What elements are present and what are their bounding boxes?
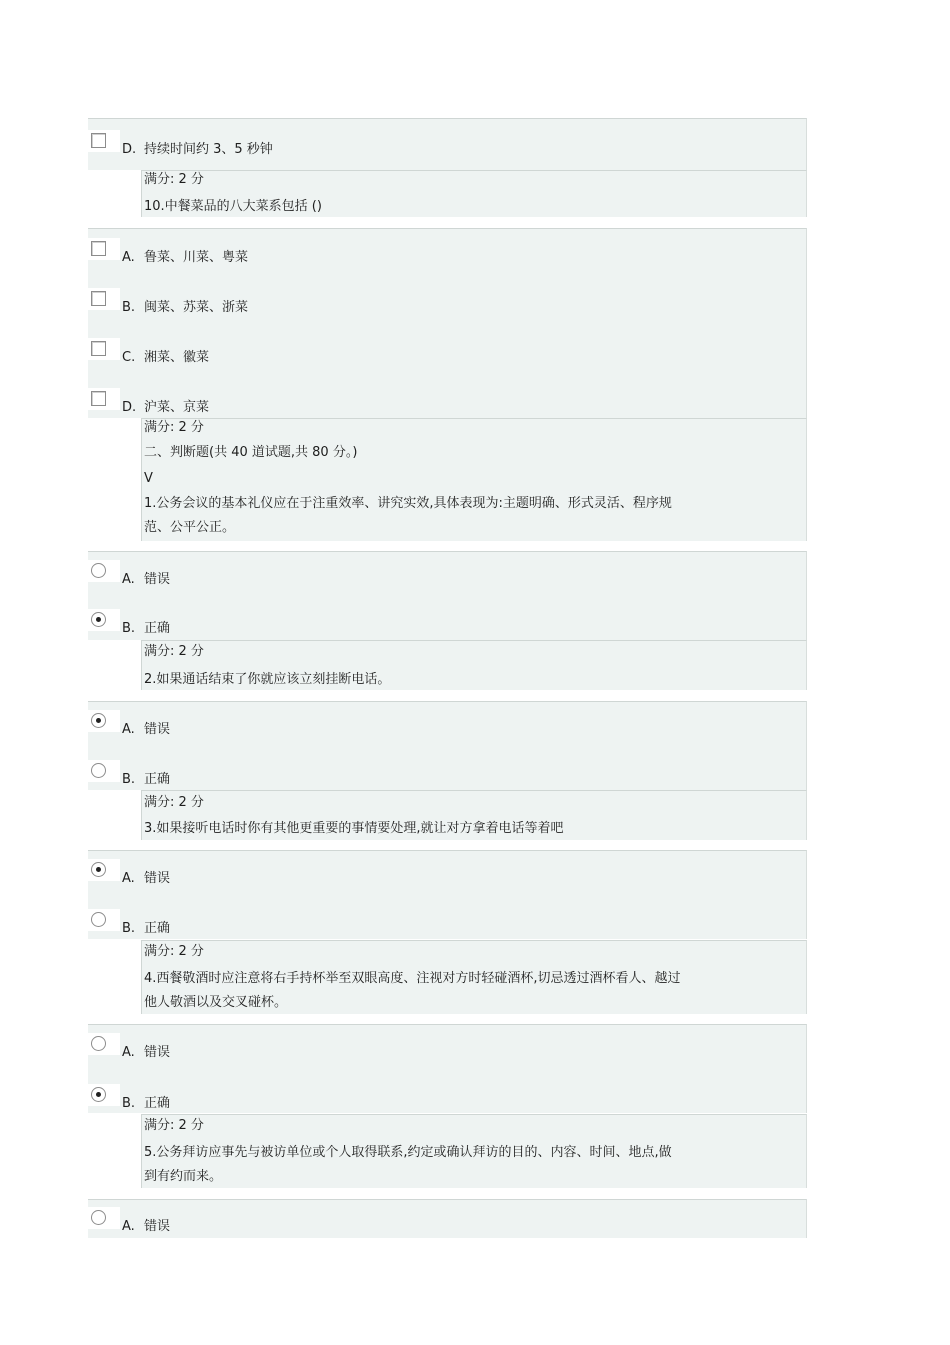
checkbox-icon[interactable]	[91, 391, 106, 406]
score-label: 满分: 2 分	[144, 172, 204, 187]
q10-option-a[interactable]: A. 鲁菜、川菜、粤菜	[88, 241, 806, 271]
q9-options	[88, 118, 807, 170]
radio-selected-icon[interactable]	[91, 1087, 106, 1102]
tf3-option-b[interactable]: B. 正确	[88, 912, 806, 942]
tf5-option-a[interactable]: A. 错误	[88, 1210, 806, 1240]
radio-icon[interactable]	[91, 1210, 106, 1225]
radio-icon[interactable]	[91, 912, 106, 927]
q9-option-d[interactable]: D. 持续时间约 3、5 秒钟	[88, 133, 806, 163]
question-stem: 2.如果通话结束了你就应该立刻挂断电话。	[144, 672, 391, 687]
score-label: 满分: 2 分	[144, 420, 204, 435]
checkbox-icon[interactable]	[91, 291, 106, 306]
q10-header	[141, 170, 807, 217]
question-stem-line1: 5.公务拜访应事先与被访单位或个人取得联系,约定或确认拜访的目的、内容、时间、地点,做	[144, 1145, 672, 1160]
q10-option-d[interactable]: D. 沪菜、京菜	[88, 391, 806, 421]
radio-icon[interactable]	[91, 1036, 106, 1051]
tf3-options	[88, 850, 807, 939]
tf4-header	[141, 940, 807, 1014]
question-stem-line2: 他人敬酒以及交叉碰杯。	[144, 995, 288, 1010]
radio-icon[interactable]	[91, 563, 106, 578]
radio-selected-icon[interactable]	[91, 713, 106, 728]
tf1-options	[88, 551, 807, 640]
tf3-option-a[interactable]: A. 错误	[88, 862, 806, 892]
checkbox-icon[interactable]	[91, 133, 106, 148]
q10-options	[88, 228, 807, 418]
section-mark: V	[144, 471, 153, 486]
radio-selected-icon[interactable]	[91, 612, 106, 627]
checkbox-icon[interactable]	[91, 241, 106, 256]
tf5-header	[141, 1114, 807, 1188]
tf2-header	[141, 640, 807, 690]
checkbox-icon[interactable]	[91, 341, 106, 356]
score-label: 满分: 2 分	[144, 795, 204, 810]
question-stem-line2: 到有约而来。	[144, 1169, 223, 1184]
radio-icon[interactable]	[91, 763, 106, 778]
question-stem: 10.中餐菜品的八大菜系包括 ()	[144, 199, 322, 214]
tf5-options	[88, 1199, 807, 1238]
tf4-option-a[interactable]: A. 错误	[88, 1036, 806, 1066]
score-label: 满分: 2 分	[144, 1118, 204, 1133]
radio-selected-icon[interactable]	[91, 862, 106, 877]
tf4-option-b[interactable]: B. 正确	[88, 1087, 806, 1117]
q10-option-b[interactable]: B. 闽菜、苏菜、浙菜	[88, 291, 806, 321]
tf3-header	[141, 790, 807, 840]
score-label: 满分: 2 分	[144, 644, 204, 659]
question-stem-line1: 4.西餐敬酒时应注意将右手持杯举至双眼高度、注视对方时轻碰酒杯,切忌透过酒杯看人、越过	[144, 971, 681, 986]
tf1-option-a[interactable]: A. 错误	[88, 563, 806, 593]
section2-header	[141, 418, 807, 541]
tf2-option-b[interactable]: B. 正确	[88, 763, 806, 793]
tf1-option-b[interactable]: B. 正确	[88, 612, 806, 642]
tf4-options	[88, 1024, 807, 1113]
question-stem: 3.如果接听电话时你有其他更重要的事情要处理,就让对方拿着电话等着吧	[144, 821, 564, 836]
question-stem-line1: 1.公务会议的基本礼仪应在于注重效率、讲究实效,具体表现为:主题明确、形式灵活、程序规	[144, 496, 672, 511]
score-label: 满分: 2 分	[144, 944, 204, 959]
question-stem-line2: 范、公平公正。	[144, 520, 236, 535]
tf2-option-a[interactable]: A. 错误	[88, 713, 806, 743]
section-title: 二、判断题(共 40 道试题,共 80 分。)	[144, 445, 358, 460]
q10-option-c[interactable]: C. 湘菜、徽菜	[88, 341, 806, 371]
tf2-options	[88, 701, 807, 790]
